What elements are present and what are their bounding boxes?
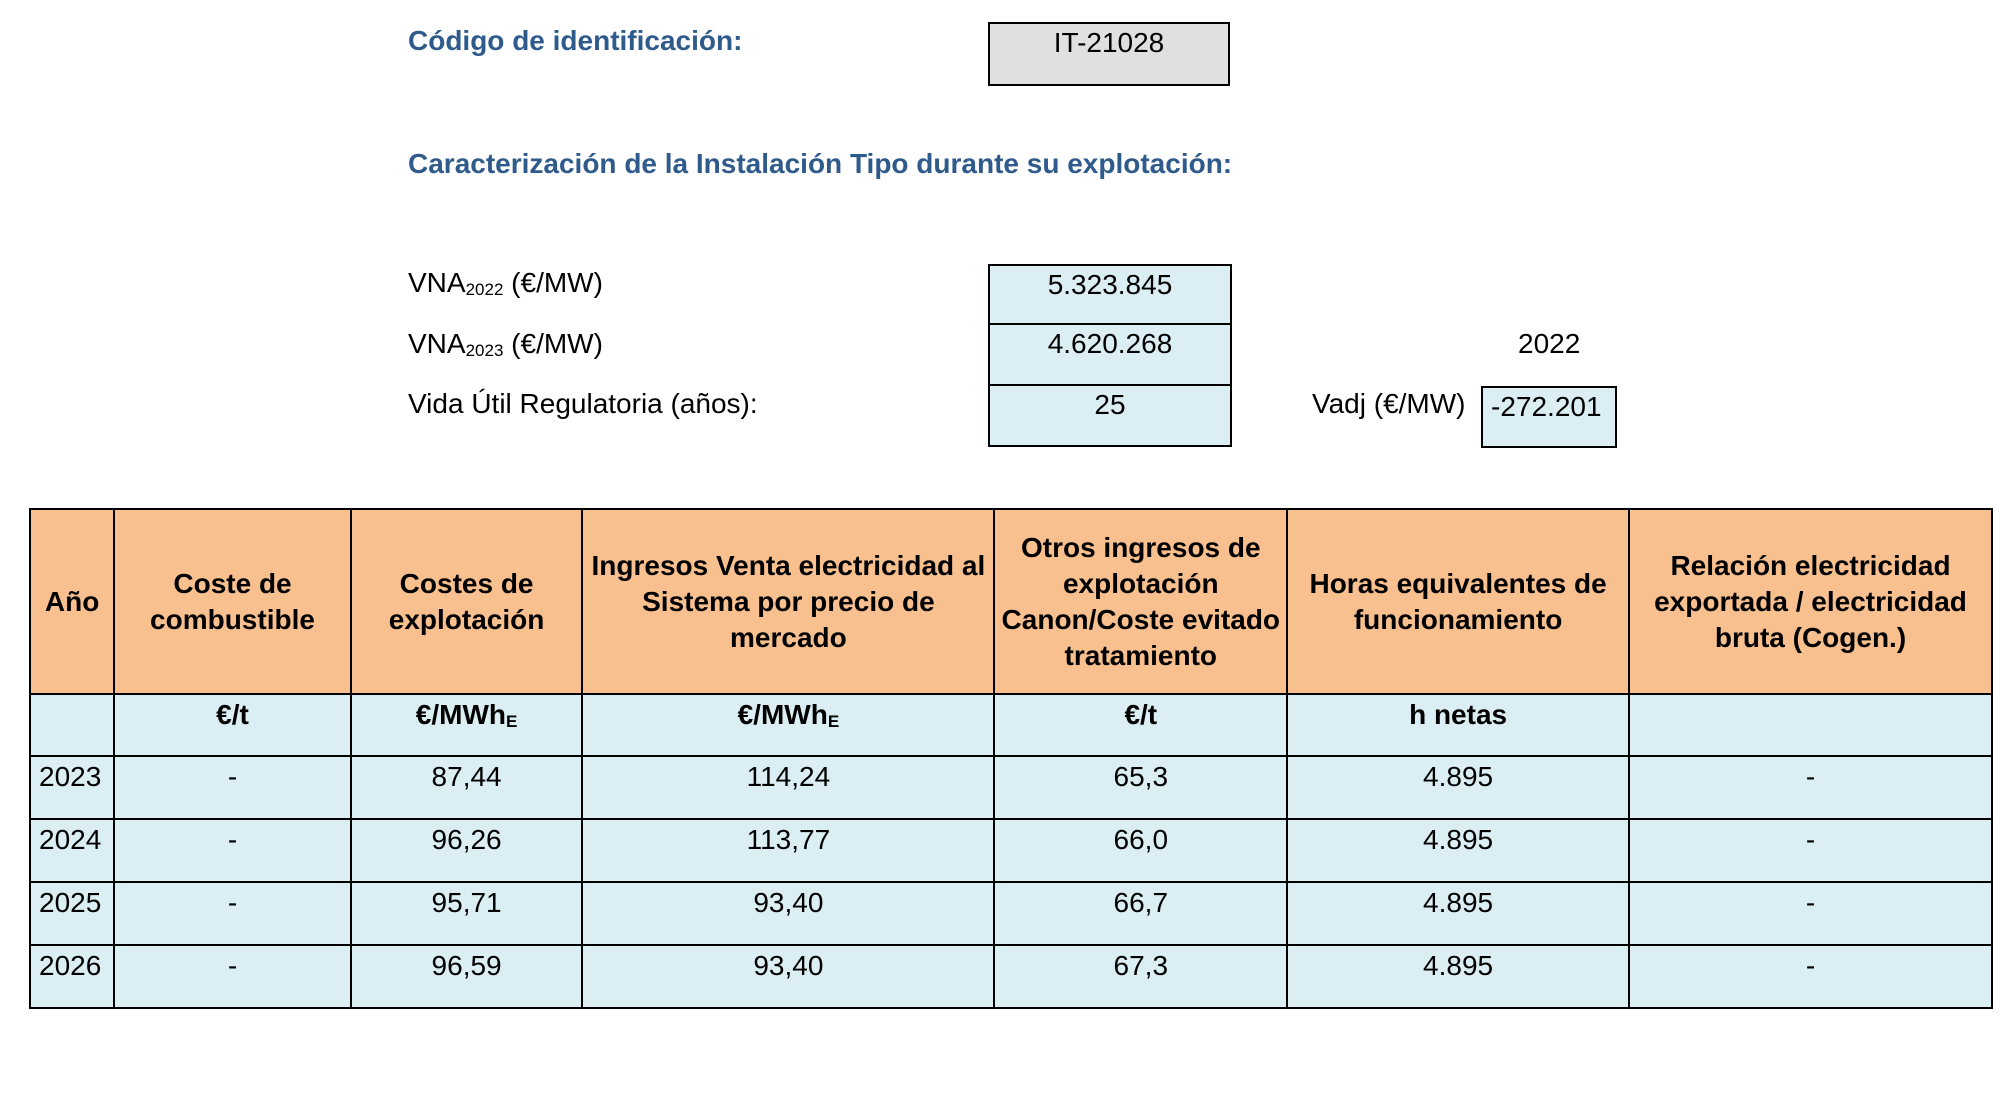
section-title: Caracterización de la Instalación Tipo durante su explotación: (408, 148, 1233, 179)
cell-horas-equivalentes: 4.895 (1287, 819, 1629, 882)
cell-otros-ingresos: 65,3 (994, 756, 1287, 819)
cell-costes-explotacion: 87,44 (351, 756, 583, 819)
vna-2022-label: $VNA_{2022}$ (€/MW) (408, 267, 603, 299)
unit-cell: h netas (1287, 694, 1629, 756)
cell-relacion-electricidad: - (1629, 945, 1992, 1008)
header-coste-combustible: Coste de combustible (114, 509, 351, 694)
cell-coste-combustible: - (114, 819, 351, 882)
table-row (30, 819, 1992, 882)
header-costes-explotacion: Costes de explotación (351, 509, 583, 694)
table-header-row (30, 509, 1992, 694)
cell-year: 2024 (30, 819, 114, 882)
unit-cell: €/t (994, 694, 1287, 756)
cell-coste-combustible: - (114, 882, 351, 945)
header-otros-ingresos: Otros ingresos de explotación Canon/Coste evitado tratamiento (994, 509, 1287, 694)
id-value-box: IT-21028 (988, 22, 1230, 86)
vadj-year: 2022 (1518, 328, 1581, 359)
cell-coste-combustible: - (114, 756, 351, 819)
cell-horas-equivalentes: 4.895 (1287, 945, 1629, 1008)
unit-cell (30, 694, 114, 756)
cell-relacion-electricidad: - (1629, 756, 1992, 819)
vadj-label: Vadj (€/MW) (1312, 388, 1466, 419)
cell-otros-ingresos: 66,7 (994, 882, 1287, 945)
cell-otros-ingresos: 67,3 (994, 945, 1287, 1008)
cell-horas-equivalentes: 4.895 (1287, 756, 1629, 819)
cell-costes-explotacion: 96,26 (351, 819, 583, 882)
vida-util-value: 25 (988, 386, 1232, 447)
vna-2023-value: 4.620.268 (988, 325, 1232, 386)
cell-ingresos-venta: 93,40 (582, 945, 994, 1008)
vna-2022-value: 5.323.845 (988, 264, 1232, 325)
cell-year: 2025 (30, 882, 114, 945)
header-horas-equivalentes: Horas equivalentes de funcionamiento (1287, 509, 1629, 694)
header-relacion-electricidad: Relación electricidad exportada / electricidad bruta (Cogen.) (1629, 509, 1992, 694)
cell-ingresos-venta: 114,24 (582, 756, 994, 819)
vida-util-label: Vida Útil Regulatoria (años): (408, 388, 758, 419)
table-row (30, 756, 1992, 819)
cell-relacion-electricidad: - (1629, 882, 1992, 945)
header-ingresos-venta: Ingresos Venta electricidad al Sistema por precio de mercado (582, 509, 994, 694)
data-table (29, 508, 1993, 1009)
cell-year: 2026 (30, 945, 114, 1008)
unit-cell: €/MWh$_E$ (582, 694, 994, 756)
unit-cell: €/MWh$_E$ (351, 694, 583, 756)
cell-ingresos-venta: 93,40 (582, 882, 994, 945)
header-ano: Año (30, 509, 114, 694)
cell-horas-equivalentes: 4.895 (1287, 882, 1629, 945)
units-row (30, 694, 1992, 756)
cell-relacion-electricidad: - (1629, 819, 1992, 882)
table-row (30, 882, 1992, 945)
unit-cell (1629, 694, 1992, 756)
cell-otros-ingresos: 66,0 (994, 819, 1287, 882)
cell-coste-combustible: - (114, 945, 351, 1008)
unit-cell: €/t (114, 694, 351, 756)
cell-ingresos-venta: 113,77 (582, 819, 994, 882)
vadj-value: -272.201 (1481, 386, 1617, 448)
cell-costes-explotacion: 96,59 (351, 945, 583, 1008)
params-values (988, 264, 1232, 447)
cell-costes-explotacion: 95,71 (351, 882, 583, 945)
table-row (30, 945, 1992, 1008)
id-label: Código de identificación: (408, 25, 743, 56)
vna-2023-label: $VNA_{2023}$ (€/MW) (408, 328, 603, 360)
cell-year: 2023 (30, 756, 114, 819)
